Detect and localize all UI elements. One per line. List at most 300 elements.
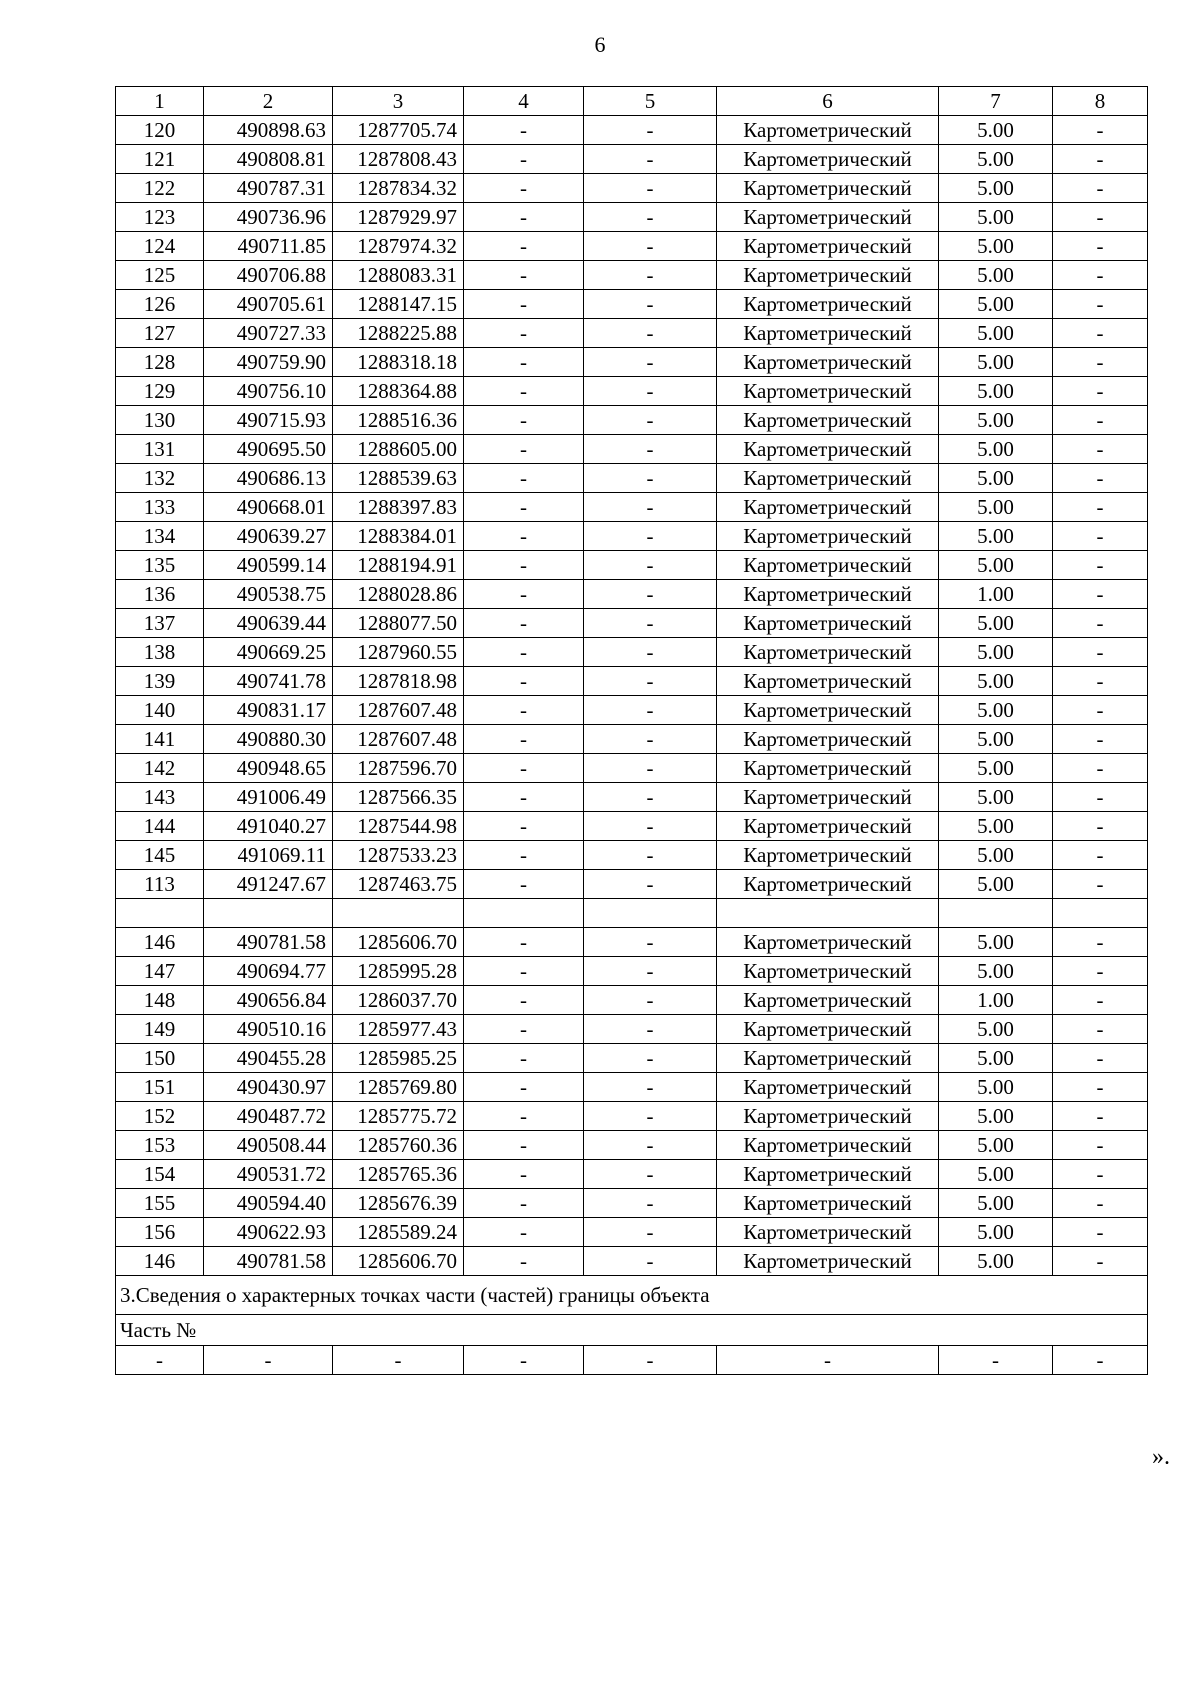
method-cell: Картометрический [717,464,939,493]
x-coordinate-cell: 490948.65 [204,754,333,783]
col8-cell: - [1053,812,1148,841]
x-coordinate-cell: 490711.85 [204,232,333,261]
column-number: 3 [333,87,464,116]
col8-cell: - [1053,957,1148,986]
column-number: 4 [464,87,584,116]
method-cell: Картометрический [717,725,939,754]
method-cell: Картометрический [717,1015,939,1044]
y-coordinate-cell: 1288364.88 [333,377,464,406]
y-coordinate-cell: 1287566.35 [333,783,464,812]
col8-cell: - [1053,116,1148,145]
point-number-cell: 146 [116,1247,204,1276]
table-row [116,783,1148,812]
x-coordinate-cell: 490455.28 [204,1044,333,1073]
col8-cell: - [1053,1218,1148,1247]
col4-cell: - [464,435,584,464]
point-number-cell: 146 [116,928,204,957]
col4-cell: - [464,551,584,580]
closing-quote-mark: ». [1152,1444,1170,1470]
col8-cell: - [1053,232,1148,261]
method-cell: Картометрический [717,783,939,812]
col5-cell: - [584,435,717,464]
section-title-row [116,1276,1148,1315]
x-coordinate-cell: 491069.11 [204,841,333,870]
col8-cell: - [1053,928,1148,957]
accuracy-cell: 5.00 [939,725,1053,754]
method-cell: Картометрический [717,1160,939,1189]
method-cell: Картометрический [717,116,939,145]
method-cell: Картометрический [717,1189,939,1218]
col8-cell: - [1053,1247,1148,1276]
col4-cell: - [464,638,584,667]
table-row [116,493,1148,522]
col8-cell: - [1053,174,1148,203]
col4-cell: - [464,1073,584,1102]
col8-cell: - [1053,841,1148,870]
table-row [116,1044,1148,1073]
table-row [116,986,1148,1015]
x-coordinate-cell: 490694.77 [204,957,333,986]
table-row [116,696,1148,725]
table-row [116,290,1148,319]
accuracy-cell: 5.00 [939,464,1053,493]
y-coordinate-cell: 1287834.32 [333,174,464,203]
accuracy-cell: 5.00 [939,754,1053,783]
method-cell: Картометрический [717,667,939,696]
col4-cell: - [464,116,584,145]
y-coordinate-cell: 1285589.24 [333,1218,464,1247]
table-row [116,667,1148,696]
col4-cell: - [464,406,584,435]
col4-cell: - [464,290,584,319]
table-row [116,348,1148,377]
column-number: 8 [1053,87,1148,116]
point-number-cell: 128 [116,348,204,377]
y-coordinate-cell: 1288077.50 [333,609,464,638]
col4-cell: - [464,261,584,290]
col4-cell: - [464,957,584,986]
x-coordinate-cell: 490639.27 [204,522,333,551]
x-coordinate-cell: 490759.90 [204,348,333,377]
col5-cell: - [584,1015,717,1044]
accuracy-cell: 5.00 [939,1073,1053,1102]
table-row [116,145,1148,174]
col5-cell: - [584,290,717,319]
x-coordinate-cell: 490756.10 [204,377,333,406]
col5-cell: - [584,493,717,522]
accuracy-cell: 5.00 [939,667,1053,696]
x-coordinate-cell: 490741.78 [204,667,333,696]
accuracy-cell: 5.00 [939,1218,1053,1247]
method-cell: Картометрический [717,1102,939,1131]
y-coordinate-cell: 1287808.43 [333,145,464,174]
y-coordinate-cell: 1285995.28 [333,957,464,986]
y-coordinate-cell: 1287463.75 [333,870,464,899]
x-coordinate-cell: 490727.33 [204,319,333,348]
accuracy-cell: 5.00 [939,1189,1053,1218]
accuracy-cell: 5.00 [939,1102,1053,1131]
y-coordinate-cell: 1288605.00 [333,435,464,464]
col4-cell: - [464,812,584,841]
table-row [116,406,1148,435]
col5-cell: - [584,319,717,348]
empty-cell [939,899,1053,928]
x-coordinate-cell: 490639.44 [204,609,333,638]
column-number-row [116,87,1148,116]
x-coordinate-cell: 490781.58 [204,1247,333,1276]
accuracy-cell: 5.00 [939,406,1053,435]
point-number-cell: 130 [116,406,204,435]
method-cell: Картометрический [717,377,939,406]
col5-cell: - [584,1044,717,1073]
col5-cell: - [584,1218,717,1247]
col5-cell: - [584,667,717,696]
col5-cell: - [584,870,717,899]
col5-cell: - [584,783,717,812]
point-number-cell: 149 [116,1015,204,1044]
col4-cell: - [464,928,584,957]
point-number-cell: 153 [116,1131,204,1160]
empty-cell [464,899,584,928]
method-cell: Картометрический [717,174,939,203]
accuracy-cell: 5.00 [939,812,1053,841]
accuracy-cell: 5.00 [939,1044,1053,1073]
col8-cell: - [1053,696,1148,725]
y-coordinate-cell: 1287974.32 [333,232,464,261]
col5-cell: - [584,696,717,725]
col4-cell: - [464,667,584,696]
part-label: Часть № [116,1315,1148,1346]
table-row [116,1131,1148,1160]
y-coordinate-cell: 1285606.70 [333,1247,464,1276]
table-row [116,580,1148,609]
y-coordinate-cell: 1288225.88 [333,319,464,348]
col8-cell: - [1053,870,1148,899]
column-number: 6 [717,87,939,116]
col8-cell: - [1053,319,1148,348]
point-number-cell: 129 [116,377,204,406]
table-row [116,116,1148,145]
y-coordinate-cell: 1287818.98 [333,667,464,696]
col8-cell: - [1053,725,1148,754]
col4-cell: - [464,1247,584,1276]
x-coordinate-cell: 490736.96 [204,203,333,232]
point-number-cell: 121 [116,145,204,174]
col5-cell: - [584,754,717,783]
method-cell: Картометрический [717,1044,939,1073]
accuracy-cell: 5.00 [939,174,1053,203]
method-cell: Картометрический [717,638,939,667]
col4-cell: - [464,1189,584,1218]
col8-cell: - [1053,1160,1148,1189]
part-cell: - [1053,1346,1148,1375]
table-row [116,377,1148,406]
y-coordinate-cell: 1285775.72 [333,1102,464,1131]
accuracy-cell: 5.00 [939,783,1053,812]
col8-cell: - [1053,1073,1148,1102]
point-number-cell: 136 [116,580,204,609]
table-row [116,1189,1148,1218]
accuracy-cell: 5.00 [939,609,1053,638]
x-coordinate-cell: 490781.58 [204,928,333,957]
col5-cell: - [584,1160,717,1189]
table-row [116,435,1148,464]
y-coordinate-cell: 1285765.36 [333,1160,464,1189]
section-title: 3.Сведения о характерных точках части (частей) границы объекта [116,1276,1148,1315]
col4-cell: - [464,580,584,609]
col4-cell: - [464,783,584,812]
accuracy-cell: 1.00 [939,580,1053,609]
empty-cell [584,899,717,928]
col4-cell: - [464,1044,584,1073]
y-coordinate-cell: 1287929.97 [333,203,464,232]
column-number: 2 [204,87,333,116]
table-row [116,261,1148,290]
y-coordinate-cell: 1285606.70 [333,928,464,957]
accuracy-cell: 5.00 [939,696,1053,725]
col4-cell: - [464,319,584,348]
method-cell: Картометрический [717,928,939,957]
col8-cell: - [1053,290,1148,319]
col5-cell: - [584,812,717,841]
part-row [116,1346,1148,1375]
empty-cell [204,899,333,928]
point-number-cell: 150 [116,1044,204,1073]
col8-cell: - [1053,261,1148,290]
col5-cell: - [584,522,717,551]
point-number-cell: 135 [116,551,204,580]
y-coordinate-cell: 1285977.43 [333,1015,464,1044]
empty-cell [116,899,204,928]
table-row [116,1218,1148,1247]
point-number-cell: 126 [116,290,204,319]
col8-cell: - [1053,754,1148,783]
method-cell: Картометрический [717,1073,939,1102]
table-row [116,1160,1148,1189]
col8-cell: - [1053,551,1148,580]
x-coordinate-cell: 490538.75 [204,580,333,609]
y-coordinate-cell: 1288516.36 [333,406,464,435]
point-number-cell: 123 [116,203,204,232]
table-row [116,957,1148,986]
x-coordinate-cell: 490599.14 [204,551,333,580]
col5-cell: - [584,928,717,957]
col5-cell: - [584,957,717,986]
part-cell: - [333,1346,464,1375]
y-coordinate-cell: 1287607.48 [333,696,464,725]
col8-cell: - [1053,348,1148,377]
col4-cell: - [464,1131,584,1160]
x-coordinate-cell: 491006.49 [204,783,333,812]
table-row [116,203,1148,232]
table-row [116,1073,1148,1102]
col8-cell: - [1053,464,1148,493]
col5-cell: - [584,116,717,145]
table-row [116,464,1148,493]
col5-cell: - [584,464,717,493]
y-coordinate-cell: 1287705.74 [333,116,464,145]
y-coordinate-cell: 1288147.15 [333,290,464,319]
table-row [116,638,1148,667]
col4-cell: - [464,232,584,261]
accuracy-cell: 5.00 [939,1160,1053,1189]
accuracy-cell: 5.00 [939,319,1053,348]
accuracy-cell: 5.00 [939,348,1053,377]
col4-cell: - [464,986,584,1015]
point-number-cell: 155 [116,1189,204,1218]
y-coordinate-cell: 1288194.91 [333,551,464,580]
col8-cell: - [1053,377,1148,406]
col4-cell: - [464,522,584,551]
table-row [116,609,1148,638]
part-label-row [116,1315,1148,1346]
point-number-cell: 140 [116,696,204,725]
table-row [116,1102,1148,1131]
col4-cell: - [464,464,584,493]
col4-cell: - [464,1160,584,1189]
col5-cell: - [584,174,717,203]
y-coordinate-cell: 1288318.18 [333,348,464,377]
part-cell: - [717,1346,939,1375]
point-number-cell: 124 [116,232,204,261]
column-number: 1 [116,87,204,116]
y-coordinate-cell: 1285985.25 [333,1044,464,1073]
x-coordinate-cell: 491247.67 [204,870,333,899]
table-row [116,928,1148,957]
table-row [116,522,1148,551]
y-coordinate-cell: 1285760.36 [333,1131,464,1160]
accuracy-cell: 1.00 [939,986,1053,1015]
method-cell: Картометрический [717,1131,939,1160]
method-cell: Картометрический [717,754,939,783]
x-coordinate-cell: 490430.97 [204,1073,333,1102]
x-coordinate-cell: 491040.27 [204,812,333,841]
method-cell: Картометрический [717,493,939,522]
accuracy-cell: 5.00 [939,870,1053,899]
column-number: 5 [584,87,717,116]
method-cell: Картометрический [717,580,939,609]
col5-cell: - [584,580,717,609]
y-coordinate-cell: 1288397.83 [333,493,464,522]
col8-cell: - [1053,986,1148,1015]
x-coordinate-cell: 490705.61 [204,290,333,319]
method-cell: Картометрический [717,203,939,232]
col4-cell: - [464,493,584,522]
accuracy-cell: 5.00 [939,1015,1053,1044]
col5-cell: - [584,1131,717,1160]
method-cell: Картометрический [717,870,939,899]
col8-cell: - [1053,145,1148,174]
col8-cell: - [1053,609,1148,638]
accuracy-cell: 5.00 [939,1247,1053,1276]
empty-cell [333,899,464,928]
col8-cell: - [1053,1189,1148,1218]
accuracy-cell: 5.00 [939,551,1053,580]
point-number-cell: 152 [116,1102,204,1131]
part-cell: - [464,1346,584,1375]
table-row [116,725,1148,754]
method-cell: Картометрический [717,319,939,348]
col5-cell: - [584,609,717,638]
table-row [116,841,1148,870]
method-cell: Картометрический [717,406,939,435]
accuracy-cell: 5.00 [939,203,1053,232]
col5-cell: - [584,1102,717,1131]
method-cell: Картометрический [717,986,939,1015]
point-number-cell: 132 [116,464,204,493]
col8-cell: - [1053,1044,1148,1073]
col4-cell: - [464,203,584,232]
point-number-cell: 148 [116,986,204,1015]
x-coordinate-cell: 490531.72 [204,1160,333,1189]
x-coordinate-cell: 490706.88 [204,261,333,290]
col5-cell: - [584,551,717,580]
col5-cell: - [584,145,717,174]
accuracy-cell: 5.00 [939,1131,1053,1160]
col4-cell: - [464,754,584,783]
col4-cell: - [464,725,584,754]
col5-cell: - [584,841,717,870]
col5-cell: - [584,406,717,435]
method-cell: Картометрический [717,1218,939,1247]
method-cell: Картометрический [717,1247,939,1276]
empty-cell [717,899,939,928]
accuracy-cell: 5.00 [939,841,1053,870]
accuracy-cell: 5.00 [939,928,1053,957]
col8-cell: - [1053,1131,1148,1160]
coordinates-table-body [116,87,1148,1375]
table-row [116,174,1148,203]
col4-cell: - [464,348,584,377]
col8-cell: - [1053,783,1148,812]
y-coordinate-cell: 1285676.39 [333,1189,464,1218]
col5-cell: - [584,725,717,754]
point-number-cell: 131 [116,435,204,464]
col5-cell: - [584,261,717,290]
accuracy-cell: 5.00 [939,522,1053,551]
coordinates-table [115,86,1148,1375]
part-cell: - [116,1346,204,1375]
point-number-cell: 133 [116,493,204,522]
empty-cell [1053,899,1148,928]
col5-cell: - [584,1189,717,1218]
table-row [116,754,1148,783]
accuracy-cell: 5.00 [939,493,1053,522]
x-coordinate-cell: 490787.31 [204,174,333,203]
accuracy-cell: 5.00 [939,957,1053,986]
col4-cell: - [464,609,584,638]
x-coordinate-cell: 490880.30 [204,725,333,754]
y-coordinate-cell: 1286037.70 [333,986,464,1015]
col5-cell: - [584,232,717,261]
y-coordinate-cell: 1288028.86 [333,580,464,609]
col4-cell: - [464,1218,584,1247]
col5-cell: - [584,638,717,667]
point-number-cell: 134 [116,522,204,551]
point-number-cell: 156 [116,1218,204,1247]
y-coordinate-cell: 1288384.01 [333,522,464,551]
col4-cell: - [464,145,584,174]
method-cell: Картометрический [717,812,939,841]
point-number-cell: 125 [116,261,204,290]
accuracy-cell: 5.00 [939,116,1053,145]
y-coordinate-cell: 1287960.55 [333,638,464,667]
point-number-cell: 147 [116,957,204,986]
accuracy-cell: 5.00 [939,290,1053,319]
point-number-cell: 120 [116,116,204,145]
point-number-cell: 113 [116,870,204,899]
part-cell: - [584,1346,717,1375]
